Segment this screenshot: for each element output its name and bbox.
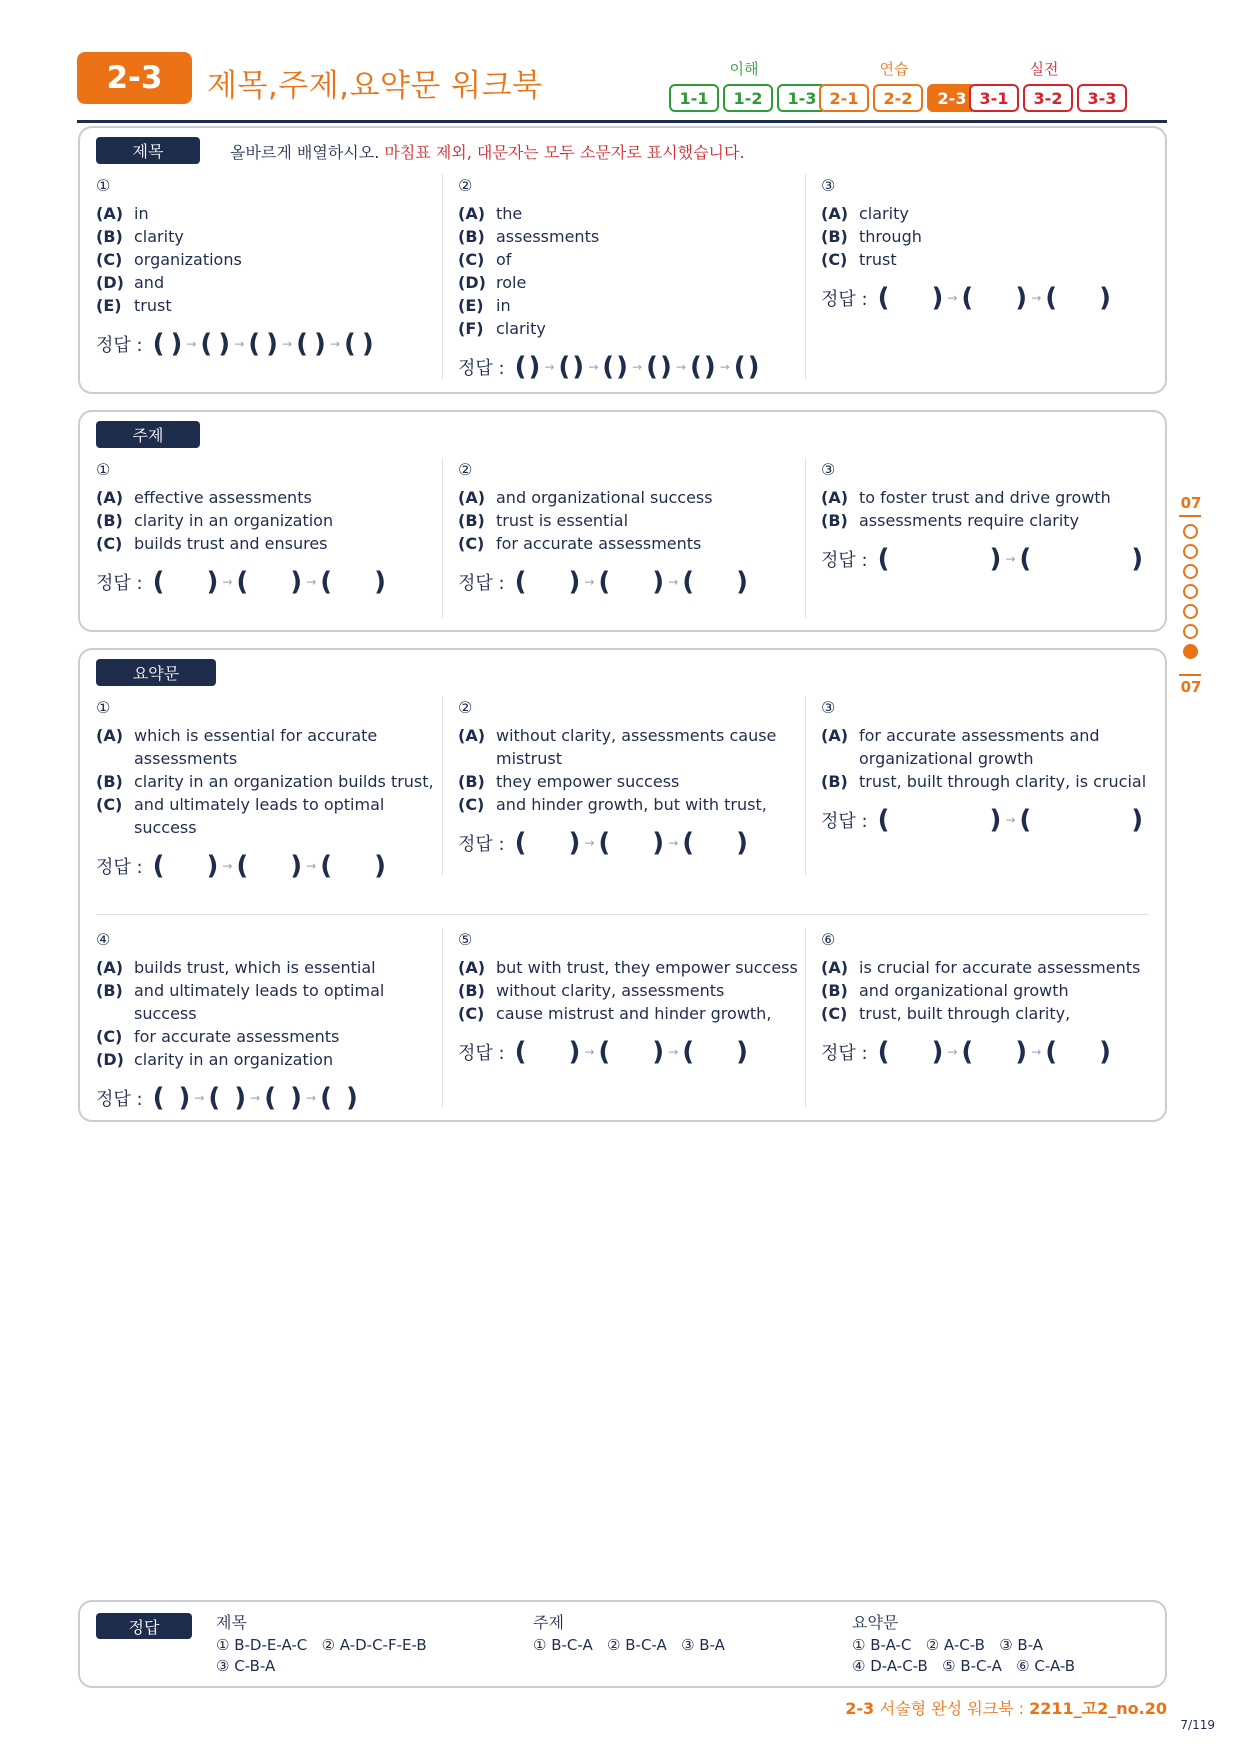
option-letter: (D): [96, 1050, 124, 1069]
column-divider: [442, 458, 443, 618]
answer-key-title-line: ① B-D-E-A-C ② A-D-C-F-E-B: [216, 1636, 427, 1654]
progress-dot: [1183, 584, 1198, 599]
arrow-icon: →: [1005, 552, 1016, 566]
question-block: [458, 176, 798, 384]
instruction: [230, 140, 745, 163]
arrow-icon: →: [947, 1045, 958, 1059]
option-row: [458, 294, 798, 317]
answer-key-summary: [852, 1612, 1075, 1677]
summary-section: [78, 648, 1167, 1122]
arrow-icon: →: [584, 575, 595, 589]
answer-label: 정답 :: [821, 289, 868, 310]
question-number: ⑤: [458, 930, 473, 949]
side-nav-bottom-number: 07: [1180, 678, 1202, 696]
answer-row: [96, 565, 436, 599]
option-row: [96, 793, 436, 839]
option-letter: (A): [821, 204, 849, 223]
nav-pill-1-2[interactable]: 1-2: [723, 84, 773, 112]
option-text: but with trust, they empower success: [496, 958, 798, 977]
answer-key-theme: [533, 1612, 725, 1656]
option-row: [821, 770, 1161, 793]
page-header: [77, 52, 1167, 126]
arrow-icon: →: [668, 575, 679, 589]
answer-blank[interactable]: ( ): [1019, 544, 1144, 574]
answer-blank[interactable]: ( ): [320, 851, 387, 881]
option-text: clarity: [134, 227, 184, 246]
column-divider: [805, 458, 806, 618]
column-divider: [805, 928, 806, 1108]
option-letter: (C): [458, 795, 485, 814]
option-letter: (B): [458, 772, 485, 791]
question-block: [458, 698, 798, 860]
option-row: [458, 486, 798, 509]
option-letter: (B): [821, 981, 848, 1000]
option-letter: (A): [458, 726, 486, 745]
option-letter: (B): [458, 227, 485, 246]
page-number: 7/119: [1180, 1718, 1215, 1732]
question-number: ①: [96, 698, 111, 717]
question-block: [96, 176, 436, 361]
question-number: ③: [821, 698, 836, 717]
option-letter: (A): [96, 958, 124, 977]
option-text: assessments require clarity: [859, 511, 1080, 530]
answer-blank[interactable]: ( ): [320, 1083, 358, 1113]
option-row: [821, 225, 1161, 248]
option-row: [96, 509, 436, 532]
progress-dot: [1183, 604, 1198, 619]
answer-row: [458, 1035, 798, 1069]
answer-row: [821, 542, 1161, 576]
option-row: [458, 956, 798, 979]
option-row: [821, 956, 1161, 979]
answer-blank[interactable]: ( ): [598, 1037, 665, 1067]
question-block: [821, 698, 1161, 837]
answer-blank[interactable]: ( ): [514, 567, 581, 597]
option-letter: (F): [458, 319, 484, 338]
option-letter: (C): [96, 250, 123, 269]
arrow-icon: →: [186, 337, 197, 351]
option-text: for accurate assessments: [496, 534, 702, 553]
answer-blank[interactable]: ( ): [598, 828, 665, 858]
answer-blank[interactable]: ( ): [152, 329, 183, 359]
option-row: [458, 532, 798, 555]
arrow-icon: →: [306, 575, 317, 589]
row-divider: [96, 914, 1148, 915]
answer-blank[interactable]: ( ): [236, 851, 303, 881]
answer-label: 정답 :: [458, 358, 505, 379]
option-letter: (A): [458, 204, 486, 223]
option-letter: (B): [96, 227, 123, 246]
option-letter: (A): [96, 488, 124, 507]
option-text: trust: [134, 296, 172, 315]
option-letter: (B): [96, 772, 123, 791]
option-letter: (A): [821, 488, 849, 507]
option-text: clarity: [496, 319, 546, 338]
theme-section: [78, 410, 1167, 632]
answer-label: 정답 :: [96, 335, 143, 356]
option-row: [458, 509, 798, 532]
answer-key-summary-line: ④ D-A-C-B ⑤ B-C-A ⑥ C-A-B: [852, 1657, 1076, 1675]
option-letter: (C): [458, 250, 485, 269]
option-text: builds trust and ensures: [134, 534, 328, 553]
answer-blank[interactable]: ( ): [733, 352, 760, 382]
answer-blank[interactable]: ( ): [558, 352, 585, 382]
nav-group-label: 실전: [1029, 60, 1059, 78]
answer-blank[interactable]: ( ): [689, 352, 716, 382]
nav-pill-2-3[interactable]: 2-3: [927, 84, 977, 112]
question-number: ②: [458, 176, 473, 195]
option-letter: (B): [458, 981, 485, 1000]
option-row: [96, 724, 436, 770]
question-block: [458, 460, 798, 599]
option-row: [96, 532, 436, 555]
answer-blank[interactable]: ( ): [152, 1083, 191, 1113]
arrow-icon: →: [222, 575, 233, 589]
question-number: ②: [458, 698, 473, 717]
footer: [700, 1696, 1167, 1719]
option-text: and ultimately leads to optimal success: [134, 795, 385, 837]
option-row: [458, 271, 798, 294]
answer-key-box: [78, 1600, 1167, 1688]
progress-dot: [1183, 564, 1198, 579]
arrow-icon: →: [306, 1091, 317, 1105]
option-letter: (C): [458, 534, 485, 553]
answer-blank[interactable]: ( ): [646, 352, 672, 382]
option-letter: (B): [821, 227, 848, 246]
option-letter: (C): [458, 1004, 485, 1023]
option-letter: (A): [821, 958, 849, 977]
side-nav-top-number: 07: [1180, 494, 1202, 512]
answer-blank[interactable]: ( ): [961, 283, 1028, 313]
option-text: cause mistrust and hinder growth,: [496, 1004, 772, 1023]
option-row: [96, 271, 436, 294]
answer-blank[interactable]: ( ): [236, 567, 303, 597]
header-divider: [77, 120, 1167, 123]
option-text: trust, built through clarity,: [859, 1004, 1071, 1023]
option-row: [458, 317, 798, 340]
question-block: [458, 930, 798, 1069]
option-row: [96, 248, 436, 271]
option-text: the: [496, 204, 523, 223]
answer-label: 정답 :: [96, 857, 143, 878]
option-row: [458, 793, 798, 816]
answer-key-title-head: 제목: [216, 1613, 247, 1632]
question-block: [821, 176, 1161, 315]
footer-prefix: 2-3: [845, 1699, 880, 1718]
option-text: for accurate assessments and organizational growth: [859, 726, 1100, 768]
question-number: ②: [458, 460, 473, 479]
option-row: [821, 979, 1161, 1002]
option-text: clarity in an organization builds trust,: [134, 772, 434, 791]
answer-blank[interactable]: ( ): [296, 329, 326, 359]
option-row: [821, 724, 1161, 770]
answer-blank[interactable]: ( ): [602, 352, 629, 382]
answer-blank[interactable]: ( ): [961, 1037, 1028, 1067]
option-text: and: [134, 273, 165, 292]
progress-dot: [1183, 644, 1198, 659]
answer-row: [458, 826, 798, 860]
option-row: [458, 225, 798, 248]
option-letter: (D): [458, 273, 486, 292]
answer-blank[interactable]: ( ): [264, 1083, 303, 1113]
option-row: [96, 225, 436, 248]
option-letter: (A): [458, 488, 486, 507]
lesson-badge: 2-3: [77, 52, 192, 104]
option-row: [96, 979, 436, 1025]
arrow-icon: →: [675, 360, 686, 374]
nav-pill-3-3[interactable]: 3-3: [1077, 84, 1127, 112]
arrow-icon: →: [306, 859, 317, 873]
option-letter: (C): [821, 1004, 848, 1023]
column-divider: [805, 696, 806, 876]
answer-label: 정답 :: [821, 1043, 868, 1064]
arrow-icon: →: [632, 360, 643, 374]
option-text: and organizational growth: [859, 981, 1069, 1000]
option-row: [821, 1002, 1161, 1025]
option-letter: (C): [96, 534, 123, 553]
option-text: builds trust, which is essential: [134, 958, 376, 977]
option-text: and ultimately leads to optimal success: [134, 981, 385, 1023]
option-letter: (C): [96, 795, 123, 814]
option-row: [96, 1048, 436, 1071]
answer-blank[interactable]: ( ): [598, 567, 665, 597]
option-letter: (E): [458, 296, 484, 315]
nav-pill-2-1[interactable]: 2-1: [819, 84, 869, 112]
title-section: [78, 126, 1167, 394]
option-letter: (A): [821, 726, 849, 745]
option-text: they empower success: [496, 772, 680, 791]
column-divider: [442, 696, 443, 876]
option-row: [821, 509, 1161, 532]
answer-blank[interactable]: ( ): [877, 283, 944, 313]
progress-dot: [1183, 544, 1198, 559]
answer-blank[interactable]: ( ): [514, 352, 541, 382]
option-text: organizations: [134, 250, 242, 269]
option-text: in: [496, 296, 511, 315]
answer-row: [96, 1081, 436, 1115]
option-text: clarity in an organization: [134, 511, 334, 530]
option-row: [821, 248, 1161, 271]
side-nav-rule: [1179, 515, 1201, 517]
option-row: [96, 1025, 436, 1048]
option-letter: (B): [458, 511, 485, 530]
answer-blank[interactable]: ( ): [877, 544, 1002, 574]
answer-blank[interactable]: ( ): [682, 567, 749, 597]
option-letter: (A): [96, 726, 124, 745]
option-text: and organizational success: [496, 488, 713, 507]
arrow-icon: →: [1031, 1045, 1042, 1059]
answer-key-tag: 정답: [96, 1613, 192, 1639]
option-text: through: [859, 227, 922, 246]
option-letter: (A): [458, 958, 486, 977]
option-text: for accurate assessments: [134, 1027, 340, 1046]
option-letter: (C): [821, 250, 848, 269]
option-text: of: [496, 250, 512, 269]
answer-label: 정답 :: [458, 573, 505, 594]
nav-pill-2-2[interactable]: 2-2: [873, 84, 923, 112]
option-letter: (B): [821, 772, 848, 791]
question-block: [821, 460, 1161, 576]
question-number: ①: [96, 460, 111, 479]
option-row: [821, 486, 1161, 509]
nav-pill-3-1[interactable]: 3-1: [969, 84, 1019, 112]
question-block: [821, 930, 1161, 1069]
answer-key-summary-head: 요약문: [852, 1613, 899, 1632]
answer-blank[interactable]: ( ): [152, 567, 219, 597]
arrow-icon: →: [282, 337, 293, 351]
answer-blank[interactable]: ( ): [682, 1037, 749, 1067]
arrow-icon: →: [668, 836, 679, 850]
answer-row: [96, 327, 436, 361]
option-text: in: [134, 204, 149, 223]
option-row: [96, 956, 436, 979]
option-letter: (D): [96, 273, 124, 292]
answer-label: 정답 :: [821, 811, 868, 832]
column-divider: [805, 174, 806, 380]
arrow-icon: →: [329, 337, 340, 351]
nav-pill-3-2[interactable]: 3-2: [1023, 84, 1073, 112]
option-text: assessments: [496, 227, 600, 246]
column-divider: [442, 174, 443, 380]
option-row: [821, 202, 1161, 225]
question-number: ③: [821, 176, 836, 195]
answer-key-title: [216, 1612, 427, 1677]
option-text: clarity in an organization: [134, 1050, 334, 1069]
arrow-icon: →: [194, 1091, 205, 1105]
arrow-icon: →: [1031, 291, 1042, 305]
arrow-icon: →: [234, 337, 245, 351]
answer-blank[interactable]: ( ): [320, 567, 387, 597]
option-text: trust, built through clarity, is crucial: [859, 772, 1147, 791]
answer-blank[interactable]: ( ): [200, 329, 231, 359]
nav-pill-1-1[interactable]: 1-1: [669, 84, 719, 112]
option-row: [96, 486, 436, 509]
answer-blank[interactable]: ( ): [877, 1037, 944, 1067]
instruction-main: 올바르게 배열하시오.: [230, 143, 385, 162]
answer-blank[interactable]: ( ): [1045, 283, 1112, 313]
answer-blank[interactable]: ( ): [1045, 1037, 1112, 1067]
option-letter: (A): [96, 204, 124, 223]
option-text: without clarity, assessments cause mistrust: [496, 726, 777, 768]
section-tag-summary: 요약문: [96, 659, 216, 686]
answer-blank[interactable]: ( ): [208, 1083, 247, 1113]
arrow-icon: →: [250, 1091, 261, 1105]
answer-label: 정답 :: [458, 834, 505, 855]
question-number: ⑥: [821, 930, 836, 949]
answer-key-theme-line: ① B-C-A ② B-C-A ③ B-A: [533, 1636, 725, 1654]
footer-suffix: 2211_고2_no.20: [1029, 1699, 1167, 1718]
page-title: 제목,주제,요약문 워크북: [207, 68, 543, 104]
option-text: and hinder growth, but with trust,: [496, 795, 767, 814]
option-letter: (E): [96, 296, 122, 315]
option-text: effective assessments: [134, 488, 312, 507]
answer-blank[interactable]: ( ): [248, 329, 279, 359]
option-row: [458, 1002, 798, 1025]
option-letter: (B): [96, 511, 123, 530]
answer-blank[interactable]: ( ): [682, 828, 749, 858]
option-row: [458, 202, 798, 225]
question-block: [96, 460, 436, 599]
option-row: [96, 202, 436, 225]
option-text: trust: [859, 250, 897, 269]
arrow-icon: →: [588, 360, 599, 374]
option-text: is crucial for accurate assessments: [859, 958, 1141, 977]
answer-key-summary-line: ① B-A-C ② A-C-B ③ B-A: [852, 1636, 1044, 1654]
answer-blank[interactable]: ( ): [1019, 805, 1144, 835]
option-text: role: [496, 273, 527, 292]
footer-middle: 서술형 완성 워크북 :: [879, 1699, 1030, 1718]
answer-blank[interactable]: ( ): [343, 329, 374, 359]
question-block: [96, 930, 436, 1115]
column-divider: [442, 928, 443, 1108]
answer-blank[interactable]: ( ): [514, 828, 581, 858]
section-tag-title: 제목: [96, 137, 200, 164]
answer-row: [96, 849, 436, 883]
option-text: without clarity, assessments: [496, 981, 725, 1000]
arrow-icon: →: [668, 1045, 679, 1059]
answer-label: 정답 :: [96, 573, 143, 594]
option-row: [458, 724, 798, 770]
arrow-icon: →: [222, 859, 233, 873]
answer-label: 정답 :: [821, 550, 868, 571]
answer-row: [821, 803, 1161, 837]
side-nav-rule: [1179, 674, 1201, 676]
arrow-icon: →: [544, 360, 555, 374]
nav-group-label: 이해: [729, 60, 759, 78]
option-row: [458, 770, 798, 793]
option-row: [96, 294, 436, 317]
answer-label: 정답 :: [96, 1089, 143, 1110]
question-number: ④: [96, 930, 111, 949]
option-text: which is essential for accurate assessments: [134, 726, 378, 768]
nav-group-label: 연습: [879, 60, 909, 78]
arrow-icon: →: [584, 836, 595, 850]
option-text: clarity: [859, 204, 909, 223]
answer-blank[interactable]: ( ): [877, 805, 1002, 835]
answer-key-title-line: ③ C-B-A: [216, 1657, 276, 1675]
answer-row: [458, 350, 798, 384]
option-letter: (B): [96, 981, 123, 1000]
question-block: [96, 698, 436, 883]
question-number: ①: [96, 176, 111, 195]
answer-row: [821, 281, 1161, 315]
section-tag-theme: 주제: [96, 421, 200, 448]
arrow-icon: →: [947, 291, 958, 305]
arrow-icon: →: [719, 360, 730, 374]
option-row: [96, 770, 436, 793]
question-number: ③: [821, 460, 836, 479]
nav-pill-1-3[interactable]: 1-3: [777, 84, 827, 112]
instruction-note: 마침표 제외, 대문자는 모두 소문자로 표시했습니다.: [384, 143, 745, 162]
arrow-icon: →: [584, 1045, 595, 1059]
answer-row: [821, 1035, 1161, 1069]
progress-dot: [1183, 624, 1198, 639]
arrow-icon: →: [1005, 813, 1016, 827]
option-row: [458, 248, 798, 271]
option-letter: (C): [96, 1027, 123, 1046]
option-text: trust is essential: [496, 511, 629, 530]
progress-dot: [1183, 524, 1198, 539]
option-letter: (B): [821, 511, 848, 530]
answer-row: [458, 565, 798, 599]
answer-key-theme-head: 주제: [533, 1613, 564, 1632]
option-row: [458, 979, 798, 1002]
option-text: to foster trust and drive growth: [859, 488, 1111, 507]
answer-label: 정답 :: [458, 1043, 505, 1064]
answer-blank[interactable]: ( ): [514, 1037, 581, 1067]
answer-blank[interactable]: ( ): [152, 851, 219, 881]
